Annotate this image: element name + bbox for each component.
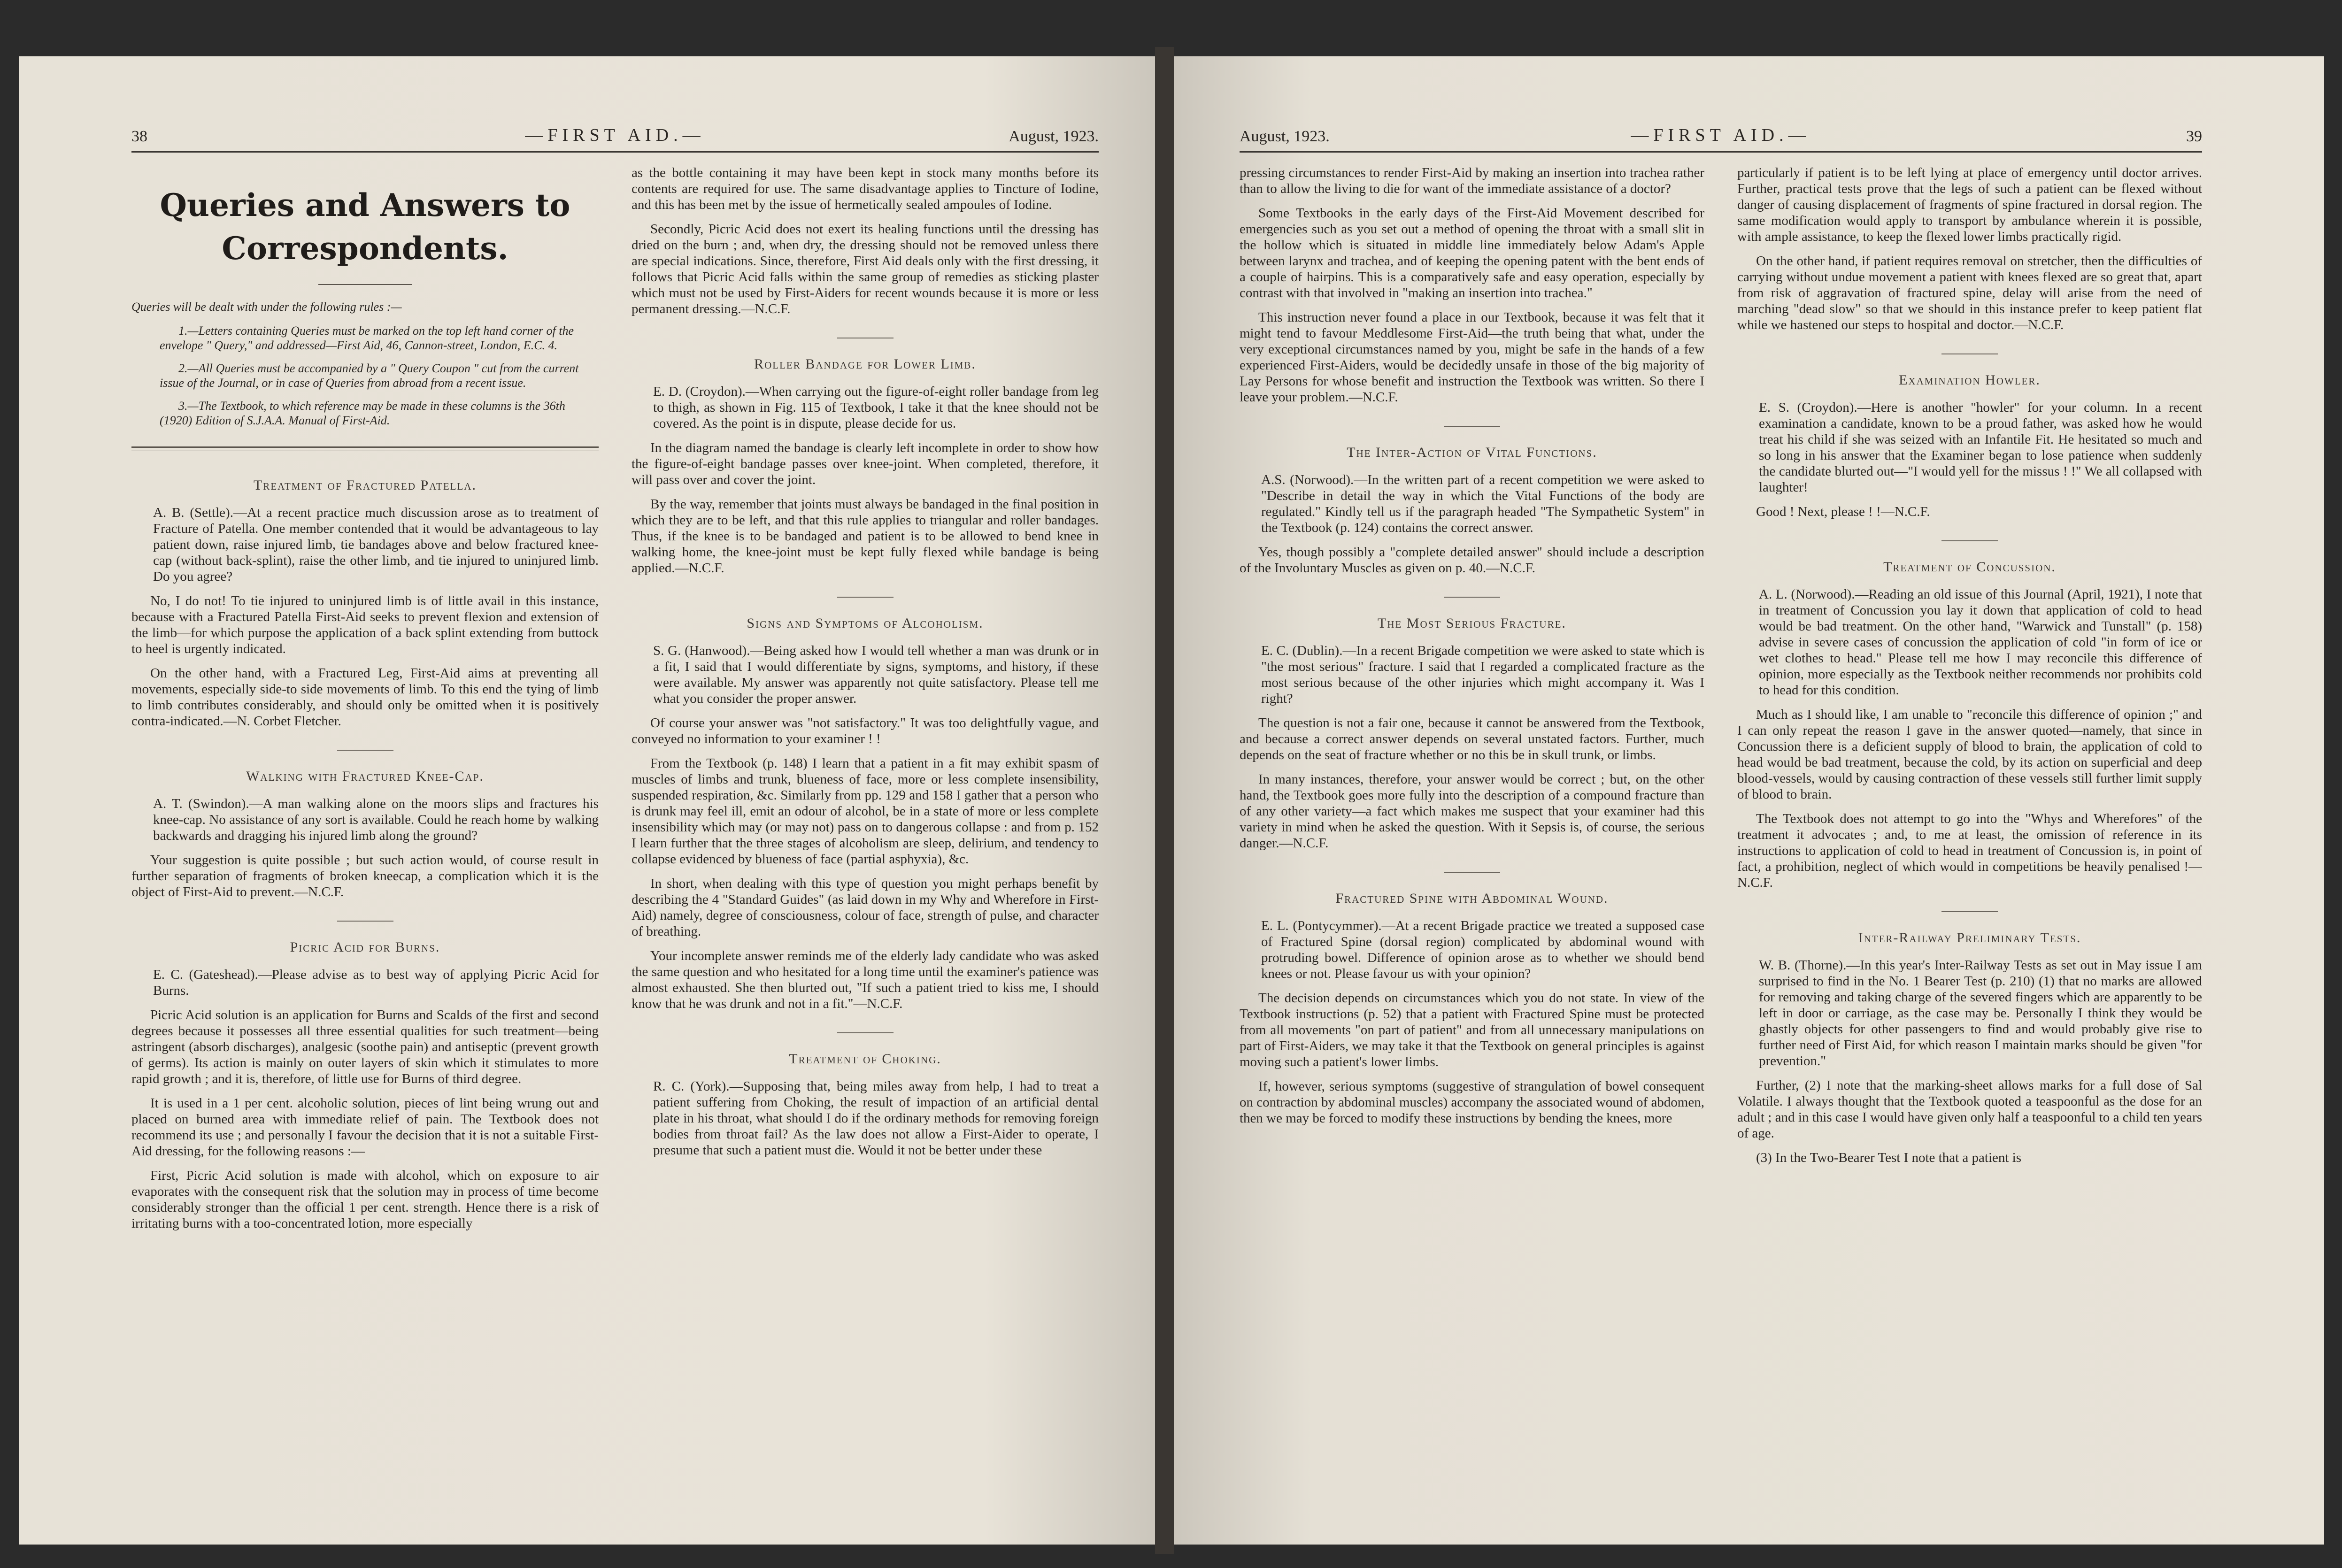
query-text: R. C. (York).—Supposing that, being miles away from help, I had to treat a patient suffering from Choking, the result of impaction of an artificial dental plate in his throat, what should I do if the ordinary methods for removing foreign bodies from throat fail? As the law does not allow a First-Aider to operate, I presume that such a patient must die. Would it not be better under these — [653, 1079, 1099, 1158]
query-text: E. D. (Croydon).—When carrying out the figure-of-eight roller bandage from leg to thigh, as shown in Fig. 115 of Textbook, I take it that the knee should not be covered. As the point is in dispute, please decide for us. — [653, 384, 1099, 431]
section-title: Treatment of Choking. — [789, 1051, 941, 1067]
answer-paragraph: particularly if patient is to be left lying at place of emergency until doctor arrives. Further, practical tests prove that the legs of such a patient can be flexed without danger of causing displacement of fragments of spine fractured in dorsal region. The same modification would apply to transport by ambulance wherein it is possible, with ample assistance, to keep the flexed lower limbs practically rigid. — [1737, 165, 2202, 244]
answer-paragraph: No, I do not! To tie injured to uninjured limb is of little avail in this instance, because with a Fractured Patella First-Aid seeks to prevent flexion and extension of the limb—for which purpose the application of a back splint extending from buttock to heel is urgently indicated. — [131, 593, 599, 656]
section-title: Treatment of Fractured Patella. — [253, 477, 477, 493]
answer-paragraph: This instruction never found a place in our Textbook, because it was felt that it might tend to favour Meddlesome First-Aid—the truth being that what, under the very exceptional circumstances named by you, might be safe in the hands of a few experienced First-Aiders, would be decidedly unsafe in those of the big majority of Lay Persons for whose benefit and instruction the Textbook was written. So there I leave your problem.—N.C.F. — [1240, 310, 1704, 405]
rule-item-2: 2.—All Queries must be accompanied by a " Query Coupon " cut from the current issue of the Journal, or in case of Queries from abroad from a recent issue. — [160, 361, 579, 390]
answer-paragraph: Some Textbooks in the early days of the First-Aid Movement described for emergencies such as you set out a method of opening the throat with a small slit in the hollow which is situated in middle line immediately below Adam's Apple between larynx and trachea, and of keeping the opening patent with the bent ends of a couple of hairpins. This is a comparatively safe and easy operation, especially by contrast with that involved in "making an insertion into trachea." — [1240, 206, 1704, 300]
query-text: A.S. (Norwood).—In the written part of a recent competition we were asked to "Describe in detail the way in which the Vital Functions of the body are regulated." Kindly tell us if the paragraph headed "The Sympathetic System" in the Textbook (p. 124) contains the correct answer. — [1261, 472, 1704, 535]
section-divider — [837, 597, 894, 598]
query-text: E. L. (Pontycymmer).—At a recent Brigade practice we treated a supposed case of Fractured Spine (dorsal region) complicated by abdominal wound with protruding bowel. Difference of opinion arose as to whether we should bend knees or not. Please favour us with your opinion? — [1261, 918, 1704, 981]
query-text: W. B. (Thorne).—In this year's Inter-Railway Tests as set out in May issue I am surprised to find in the No. 1 Bearer Test (p. 210) (1) that no marks are allowed for removing and taking charge of the severed fingers which are apparently to be left in door or carriage, as the case may be. Personally I think they would be ghastly objects for other passengers to find and would probably give rise to further need of First Aid, for which reason I maintain marks should be given "for prevention." — [1759, 958, 2202, 1068]
section-title: Signs and Symptoms of Alcoholism. — [747, 615, 984, 631]
left-journal-title: —FIRST AID.— — [525, 125, 705, 145]
query-text: A. L. (Norwood).—Reading an old issue of this Journal (April, 1921), I note that in treatment of Concussion you lay it down that application of cold to head would be bad treatment. On the other hand, "Warwick and Tunstall" (p. 158) advise in severe cases of concussion the application of cold "in form of ice or wet clothes to head." Please tell me how I may reconcile this difference of opinion, more especially as the Textbook neither recommends nor prohibits cold to head for this condition. — [1759, 587, 2202, 698]
section-divider — [337, 750, 393, 751]
section-divider — [1444, 597, 1500, 598]
answer-paragraph: In many instances, therefore, your answer would be correct ; but, on the other hand, the Textbook goes more fully into the description of a compound fracture than of any other variety—a fact which makes me suspect that your examiner had this variety in mind when he asked the question. With it Sepsis is, of course, the serious danger.—N.C.F. — [1240, 772, 1704, 851]
answer-paragraph: The decision depends on circumstances which you do not state. In view of the Textbook instructions (p. 52) that a patient with Fractured Spine must be protected from all movements "on part of patient" and from all unnecessary manipulations on part of First-Aiders, we may take it that the Textbook on general principles is against moving such a patient's lower limbs. — [1240, 991, 1704, 1069]
section-title: Fractured Spine with Abdominal Wound. — [1335, 891, 1609, 906]
section-title: Treatment of Concussion. — [1883, 559, 2056, 575]
section-divider — [337, 921, 393, 922]
right-column-2 — [1737, 165, 2202, 1526]
answer-paragraph: as the bottle containing it may have been kept in stock many months before its contents are required for use. The same disadvantage applies to Tincture of Iodine, and this has been met by the issue of hermetically sealed ampoules of Iodine. — [632, 165, 1099, 212]
answer-paragraph: By the way, remember that joints must always be bandaged in the final position in which they are to be left, and that this rule applies to triangular and roller bandages. Thus, if the knee is to be bandaged and patient is to be allowed to bend knee in walking home, the knee-joint must be kept fully flexed while bandage is being applied.—N.C.F. — [632, 497, 1099, 576]
right-running-head — [1240, 108, 2202, 153]
section-title: Picric Acid for Burns. — [290, 939, 440, 955]
rule-item-1: 1.—Letters containing Queries must be marked on the top left hand corner of the envelope " Query," and addressed—First Aid, 46, Cannon-street, London, E.C. 4. — [160, 324, 574, 352]
section-title: The Inter-Action of Vital Functions. — [1347, 445, 1597, 460]
answer-paragraph: In the diagram named the bandage is clearly left incomplete in order to show how the figure-of-eight bandage passes over knee-joint. When completed, therefore, it will pass over and cover the joint. — [632, 440, 1099, 487]
answer-paragraph: Good ! Next, please ! !—N.C.F. — [1756, 504, 1930, 519]
query-text: E. C. (Dublin).—In a recent Brigade competition we were asked to state which is "the most serious" fracture. I said that I regarded a complicated fracture as the most serious because of the other injuries which might accompany it. Was I right? — [1261, 643, 1704, 706]
right-column-1 — [1240, 165, 1704, 1526]
query-text: A. T. (Swindon).—A man walking alone on the moors slips and fractures his knee-cap. No assistance of any sort is available. Could he reach home by walking backwards and dragging his injured limb along the ground? — [153, 796, 599, 843]
answer-paragraph: Much as I should like, I am unable to "reconcile this difference of opinion ;" and I can only repeat the reason I gave in the answer quoted—namely, that since in Concussion there is a deficient supply of blood to brain, the application of cold to head would be bad treatment, because the cold, by its action on superficial and deep blood-vessels, would by causing contraction of these vessels still further limit supply of blood to brain. — [1737, 707, 2202, 802]
answer-paragraph: It is used in a 1 per cent. alcoholic solution, pieces of lint being wrung out and placed on burned area with immediate relief of pain. The Textbook does not recommend its use ; and personally I favour the decision that it is not a suitable First-Aid dressing, for the following reasons :— — [131, 1096, 599, 1159]
section-divider — [837, 1032, 894, 1033]
answer-paragraph: Secondly, Picric Acid does not exert its healing functions until the dressing has dried on the burn ; and, when dry, the dressing should not be removed unless there are special indications. Since, therefore, First Aid deals only with the first dressing, it follows that Picric Acid falls within the same group of remedies as sticking plaster which must not be used by First-Aiders for recent wounds because it is more or less permanent dressing.—N.C.F. — [632, 222, 1099, 316]
masthead-rule — [318, 284, 412, 285]
answer-paragraph: Your incomplete answer reminds me of the elderly lady candidate who was asked the same question and who hesitated for a long time until the examiner's patience was almost exhausted. She then blurted out, "If such a patient tried to kiss me, I should know that he was drunk and not in a fit."—N.C.F. — [632, 948, 1099, 1011]
left-page — [19, 56, 1155, 1545]
answer-paragraph: Further, (2) I note that the marking-sheet allows marks for a full dose of Sal Volatile. I always thought that the Textbook quoted a teaspoonful as the dose for an adult ; and in this case I would have given only half a teaspoonful to a child ten years of age. — [1737, 1078, 2202, 1141]
answer-paragraph: If, however, serious symptoms (suggestive of strangulation of bowel consequent on contraction by abdominal muscles) accompany the associated wound of abdomen, then we may be forced to modify these instructions by bending the knees, more — [1240, 1079, 1704, 1126]
answer-paragraph: From the Textbook (p. 148) I learn that a patient in a fit may exhibit spasm of muscles of limbs and trunk, blueness of face, more or less complete insensibility, suspended respiration, &c. Similarly from pp. 129 and 158 I gather that a person who is drunk may feel ill, emit an odour of alcohol, be in a state of more or less complete insensibility which may (or may not) pass on to dangerous collapse : and from p. 152 I learn further that the three stages of alcoholism are sleep, delirium, and tendency to collapse evidenced by blueness of face (partial asphyxia), &c. — [632, 756, 1099, 867]
left-column-1 — [131, 165, 599, 1526]
section-title: Walking with Fractured Knee-Cap. — [246, 769, 484, 784]
right-journal-title: —FIRST AID.— — [1631, 125, 1811, 145]
answer-paragraph: Yes, though possibly a "complete detailed answer" should include a description of the Involuntary Muscles as given on p. 40.—N.C.F. — [1240, 545, 1704, 576]
answer-paragraph: In short, when dealing with this type of question you might perhaps benefit by describing the 4 "Standard Guides" (as laid down in my Why and Wherefore in First-Aid) namely, degree of consciousness, colour of face, strength of pulse, and character of breathing. — [632, 876, 1099, 939]
rules-divider — [131, 446, 599, 451]
query-text: S. G. (Hanwood).—Being asked how I would tell whether a man was drunk or in a fit, I said that I would differentiate by signs, symptoms, and history, if these were available. My answer was apparently not quite satisfactory. Please tell me what you consider the proper answer. — [653, 643, 1099, 706]
answer-paragraph: Of course your answer was "not satisfactory." It was too delightfully vague, and conveyed no information to your examiner ! ! — [632, 715, 1099, 746]
rules-intro: Queries will be dealt with under the following rules :— — [131, 300, 402, 314]
section-title: The Most Serious Fracture. — [1378, 615, 1566, 631]
section-divider — [1941, 540, 1998, 541]
right-page-number: 39 — [2186, 128, 2202, 145]
left-page-number: 38 — [131, 128, 147, 145]
answer-paragraph: (3) In the Two-Bearer Test I note that a patient is — [1756, 1150, 2022, 1165]
section-title: Examination Howler. — [1899, 372, 2041, 388]
section-divider — [1444, 426, 1500, 427]
answer-paragraph: Your suggestion is quite possible ; but such action would, of course result in further separation of fragments of broken kneecap, a complication which it is the object of First-Aid to prevent.—N.C.F. — [131, 853, 599, 899]
right-issue-date: August, 1923. — [1240, 128, 1330, 145]
answer-paragraph: Picric Acid solution is an application for Burns and Scalds of the first and second degrees because it possesses all three essential qualities for such treatment—being astringent (absorb discharges), analgesic (soothe pain) and antiseptic (prevent growth of germs). Its action is mainly on outer layers of skin which it stimulates to more rapid growth ; and it is, therefore, of little use for Burns of third degree. — [131, 1007, 599, 1086]
masthead-title: Queries and Answers to Correspondents. — [160, 187, 570, 267]
book-gutter — [1155, 47, 1174, 1554]
answer-paragraph: The question is not a fair one, because it cannot be answered from the Textbook, and because a correct answer depends on several unstated factors. Further, much depends on the seat of fracture whether or no this be in skull trunk, or limbs. — [1240, 715, 1704, 762]
query-text: E. C. (Gateshead).—Please advise as to best way of applying Picric Acid for Burns. — [153, 967, 599, 998]
answer-paragraph: On the other hand, if patient requires removal on stretcher, then the difficulties of carrying without undue movement a patient with knees flexed are so great that, apart from risk of aggravation of fractured spine, delay will arise from the need of marching "dead slow" so that we should in this instance prefer to keep patient flat while we hastened our steps to hospital and doctor.—N.C.F. — [1737, 254, 2202, 332]
left-issue-date: August, 1923. — [1009, 128, 1099, 145]
query-text: A. B. (Settle).—At a recent practice much discussion arose as to treatment of Fracture of Patella. One member contended that it would be advantageous to lay patient down, raise injured limb, tie bandages above and below fractured knee-cap (without back-splint), raise the other limb, and tie injured to uninjured limb. Do you agree? — [153, 505, 599, 584]
right-page — [1174, 56, 2324, 1545]
section-divider — [1941, 911, 1998, 912]
left-running-head — [131, 108, 1099, 153]
section-title: Roller Bandage for Lower Limb. — [754, 356, 976, 372]
answer-paragraph: pressing circumstances to render First-Aid by making an insertion into trachea rather than to allow the living to die for want of the immediate assistance of a doctor? — [1240, 165, 1704, 196]
rule-item-3: 3.—The Textbook, to which reference may be made in these columns is the 36th (1920) Edition of S.J.A.A. Manual of First-Aid. — [160, 399, 565, 427]
query-text: E. S. (Croydon).—Here is another "howler" for your column. In a recent examination a candidate, known to be a proud father, was asked how he would treat his child if she was seized with an Infantile Fit. He hesitated so much and so long in his answer that the Examiner began to lose patience when suddenly the candidate blurted out—"I would yell for the missus ! !" We all collapsed with laughter! — [1759, 400, 2202, 495]
answer-paragraph: On the other hand, with a Fractured Leg, First-Aid aims at preventing all movements, especially side-to side movements of limb. To this end the tying of limb to limb contributes considerably, and should only be omitted when it is positively contra-indicated.—N. Corbet Fletcher. — [131, 666, 599, 729]
section-divider — [1444, 872, 1500, 873]
section-title: Inter-Railway Preliminary Tests. — [1858, 930, 2081, 945]
answer-paragraph: The Textbook does not attempt to go into the "Whys and Wherefores" of the treatment it advocates ; and, to me at least, the omission of reference in its instructions to application of cold to head in treatment of Concussion is, in point of fact, a prohibition, neglect of which would in competitions be heavily penalised !—N.C.F. — [1737, 811, 2202, 890]
left-column-2 — [632, 165, 1099, 1526]
answer-paragraph: First, Picric Acid solution is made with alcohol, which on exposure to air evaporates with the consequent risk that the solution may in process of time become considerably stronger than the official 1 per cent. strength. Hence there is a risk of irritating burns with a too-concentrated lotion, more especially — [131, 1168, 599, 1231]
